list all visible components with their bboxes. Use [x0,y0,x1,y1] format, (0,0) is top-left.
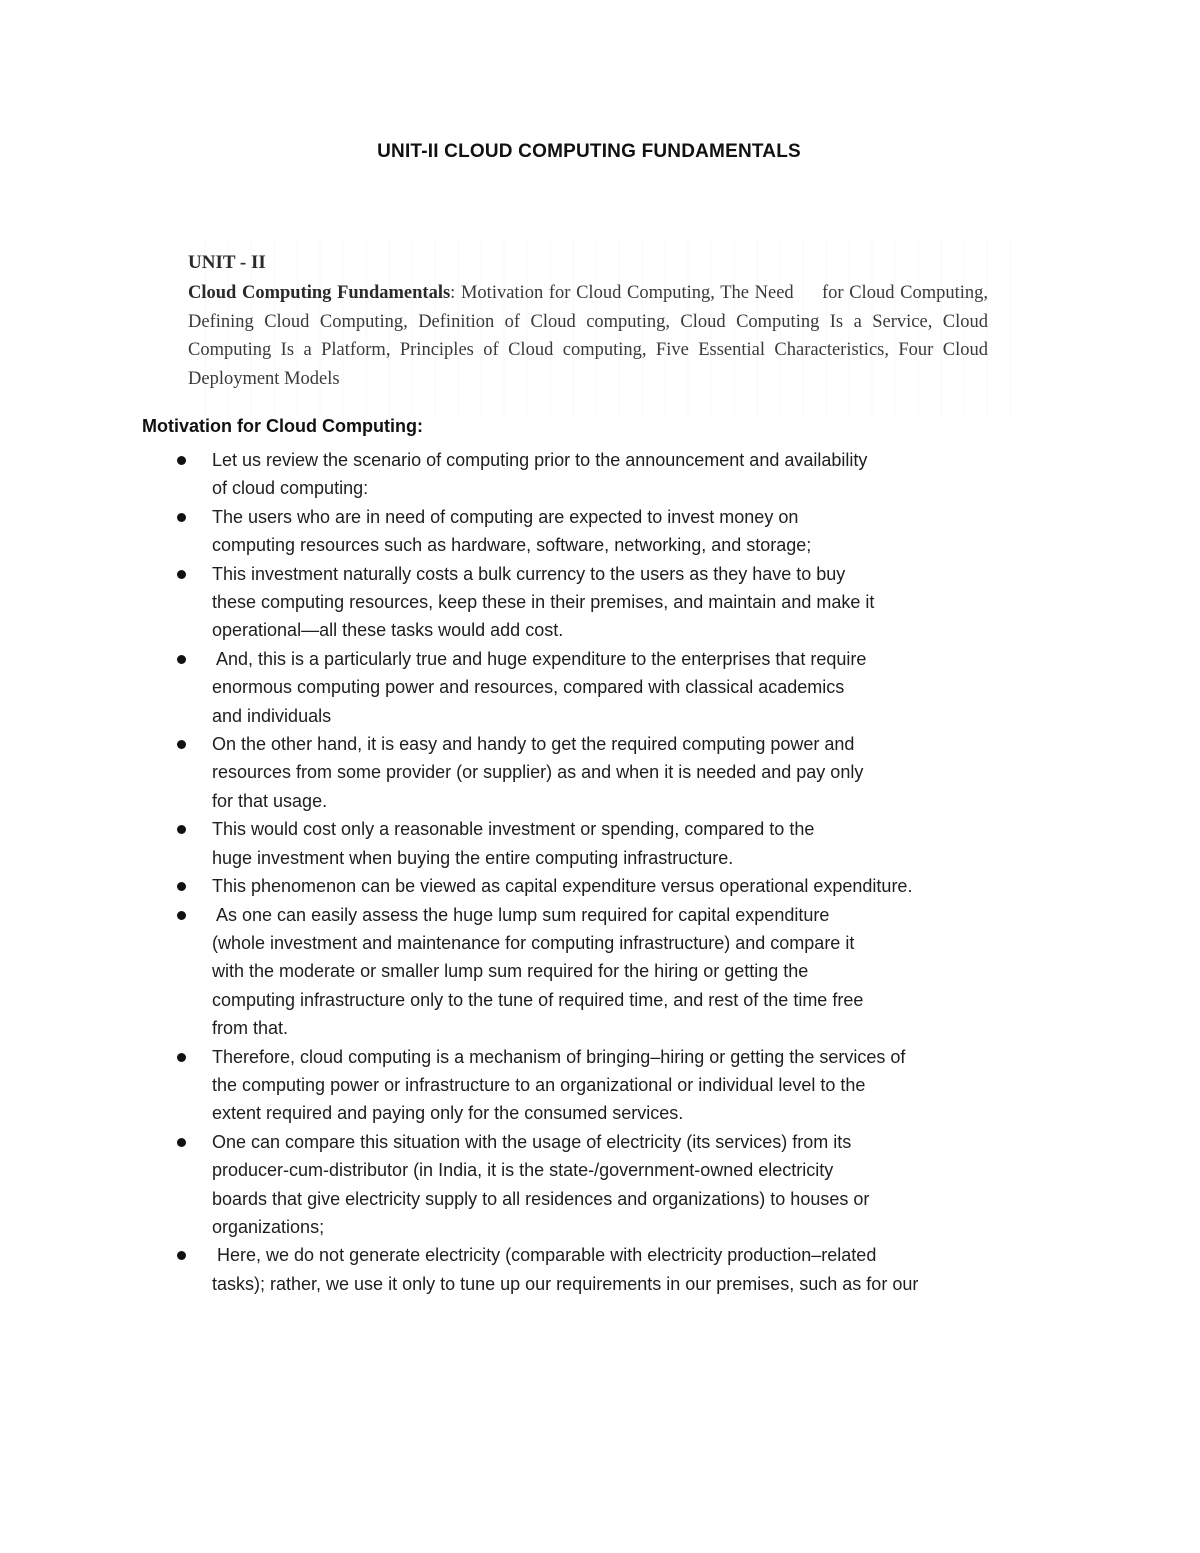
syllabus-unit-label: UNIT - II [188,252,266,273]
list-item [172,901,1072,1043]
bullet-dot-icon [177,513,186,522]
list-item-text-line: the computing power or infrastructure to an organizational or individual level to the [212,1074,866,1095]
list-item [172,645,1072,730]
list-item [172,1043,1072,1128]
list-item [172,730,1072,815]
syllabus-lead: Cloud Computing Fundamentals [188,283,451,303]
bullet-dot-icon [177,1053,186,1062]
list-item [172,1128,1072,1242]
bullet-dot-icon [177,655,186,664]
syllabus-image [184,238,1024,416]
list-item [172,815,1072,872]
list-item-text-line: resources from some provider (or supplier) as and when it is needed and pay only [212,762,864,783]
list-item-text-line: The users who are in need of computing are expected to invest money on [212,506,799,527]
list-item-text-line: huge investment when buying the entire computing infrastructure. [212,847,734,868]
list-item-text-line: One can compare this situation with the usage of electricity (its services) from its [212,1131,852,1152]
bullet-dot-icon [177,1251,186,1260]
list-item-text-line: As one can easily assess the huge lump sum required for capital expenditure [212,904,830,925]
list-item-text-line: enormous computing power and resources, compared with classical academics [212,677,845,698]
list-item-text-line: This investment naturally costs a bulk currency to the users as they have to buy [212,563,846,584]
bullet-list [172,446,1072,1298]
bullet-dot-icon [177,570,186,579]
list-item-text-line: with the moderate or smaller lump sum required for the hiring or getting the [212,961,809,982]
list-item-text-line: for that usage. [212,790,328,811]
list-item-text-line: And, this is a particularly true and huge expenditure to the enterprises that require [212,648,867,669]
list-item-text-line: Therefore, cloud computing is a mechanism of bringing–hiring or getting the services of [212,1046,906,1067]
list-item [172,872,1072,900]
list-item-text-line: Here, we do not generate electricity (comparable with electricity production–related [212,1245,877,1266]
bullet-dot-icon [177,911,186,920]
list-item [172,446,1072,503]
bullet-dot-icon [177,882,186,891]
syllabus-text [188,279,993,393]
list-item-text-line: from that. [212,1018,289,1039]
list-item-text-line: organizations; [212,1216,325,1237]
list-item-text-line: On the other hand, it is easy and handy to get the required computing power and [212,734,855,755]
list-item-text-line: producer-cum-distributor (in India, it is the state-/government-owned electricity [212,1160,834,1181]
list-item [172,503,1072,560]
syllabus-topics: : Motivation for Cloud Computing, The Need for Cloud Computing, Defining Cloud Computing, Definition of Cloud computing, Cloud Computing Is a Service, Cloud Computing Is a Platform, Principles of Cloud computing, Five Essential Characteristics, Four Cloud Deployment Models [188,283,993,389]
list-item-text-line: these computing resources, keep these in their premises, and maintain and make it [212,592,875,613]
bullet-dot-icon [177,825,186,834]
page-title: UNIT-II CLOUD COMPUTING FUNDAMENTALS [377,141,801,162]
list-item-text-line: computing resources such as hardware, software, networking, and storage; [212,535,812,556]
bullet-dot-icon [177,1138,186,1147]
list-item-text-line: operational—all these tasks would add cost. [212,620,564,641]
list-item [172,560,1072,645]
list-item-text-line: This phenomenon can be viewed as capital expenditure versus operational expenditure. [212,876,913,897]
bullet-dot-icon [177,740,186,749]
list-item-text-line: tasks); rather, we use it only to tune up our requirements in our premises, such as for our [212,1273,919,1294]
list-item-text-line: boards that give electricity supply to all residences and organizations) to houses or [212,1188,870,1209]
bullet-dot-icon [177,456,186,465]
list-item-text-line: and individuals [212,705,332,726]
list-item-text-line: extent required and paying only for the consumed services. [212,1103,684,1124]
list-item-text-line: computing infrastructure only to the tune of required time, and rest of the time free [212,989,864,1010]
list-item [172,1241,1072,1298]
list-item-text-line: of cloud computing: [212,478,369,499]
list-item-text-line: Let us review the scenario of computing prior to the announcement and availability [212,450,868,470]
list-item-text-line: (whole investment and maintenance for computing infrastructure) and compare it [212,932,855,953]
list-item-text-line: This would cost only a reasonable investment or spending, compared to the [212,819,815,840]
section-heading: Motivation for Cloud Computing: [142,416,423,436]
